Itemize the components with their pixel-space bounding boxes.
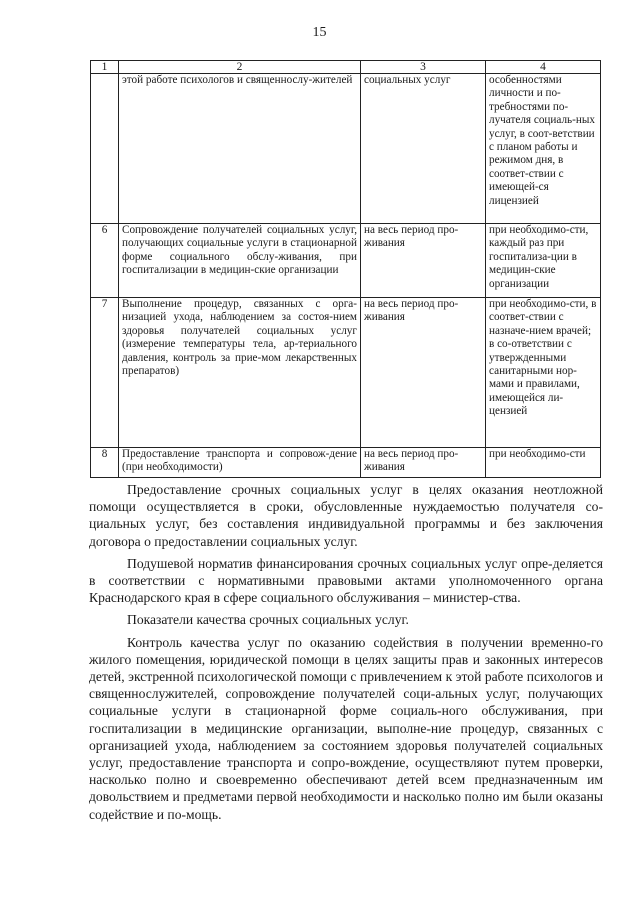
header-cell: 4 bbox=[486, 61, 601, 74]
body-text bbox=[89, 481, 603, 823]
table-header-row bbox=[91, 61, 601, 74]
row-number: 7 bbox=[91, 298, 119, 448]
term-cell: на весь период про-живания bbox=[361, 448, 486, 478]
frequency-cell: особенностями личности и по-требностями по-лучателя социаль-ных услуг, в соот-ветствии с планом работы и режимом дня, в соответ-ствии с имеющей-ся лицензией bbox=[486, 74, 601, 224]
header-cell: 3 bbox=[361, 61, 486, 74]
frequency-cell: при необходимо-сти, в соответ-ствии с назначе-нием врачей; в со-ответствии с утвержденными санитарными нор-мами и правилами, имеющейся ли-цензией bbox=[486, 298, 601, 448]
header-cell: 2 bbox=[119, 61, 361, 74]
table-row bbox=[91, 448, 601, 478]
table-row bbox=[91, 298, 601, 448]
page-number: 15 bbox=[312, 25, 327, 40]
paragraph: Контроль качества услуг по оказанию содействия в получении временно-го жилого помещения, юридической помощи в целях защиты прав и законных интересов детей, экстренной психологической помощи с привлечением к этой работе психологов и священнослужителей, сопровождение получателей соци-альных услуг, получающих социальные услуги в стационарной форме социаль-ного обслуживания, при госпитализации в медицинские организации, выполне-ние процедур, связанных с организацией ухода, наблюдением за состоянием здоровья получателей социальных услуг, предоставление транспорта и сопро-вождение, осуществляют путем проверки, насколько полно и своевременно обеспечивают детей всем предназначенным им довольствием и предметами первой необходимости и насколько полно им были оказаны содействие и по-мощь. bbox=[89, 634, 603, 822]
service-cell: Сопровождение получателей социальных услуг, получающих социальные услуги в стационарной форме социального обслу-живания, при госпитализации в медицин-ские организации bbox=[119, 224, 361, 298]
paragraph: Предоставление срочных социальных услуг в целях оказания неотложной помощи осуществляется в сроки, обусловленные нуждаемостью получателя со-циальных услуг, без составления индивидуальной программы и без заключения договора о предоставлении социальных услуг. bbox=[89, 482, 603, 549]
header-cell: 1 bbox=[91, 61, 119, 74]
table-row bbox=[91, 224, 601, 298]
table-row bbox=[91, 74, 601, 224]
service-cell: Предоставление транспорта и сопровож-дение (при необходимости) bbox=[119, 448, 361, 478]
term-cell: на весь период про-живания bbox=[361, 298, 486, 448]
paragraph: Подушевой норматив финансирования срочных социальных услуг опре-деляется в соответствии с нормативными правовыми актами уполномоченного органа Краснодарского края в сфере социального обслуживания – министер-ства. bbox=[89, 555, 603, 606]
services-table bbox=[90, 60, 601, 478]
term-cell: социальных услуг bbox=[361, 74, 486, 224]
service-cell: Выполнение процедур, связанных с орга-низацией ухода, наблюдением за состоя-нием здоровья получателей социальных услуг (измерение температуры тела, ар-териального давления, контроль за прие-мом лекарственных препаратов) bbox=[119, 298, 361, 448]
frequency-cell: при необходимо-сти bbox=[486, 448, 601, 478]
paragraph: Показатели качества срочных социальных услуг. bbox=[127, 612, 409, 628]
row-number: 6 bbox=[91, 224, 119, 298]
service-cell: этой работе психологов и священнослу-жителей bbox=[119, 74, 361, 224]
row-number bbox=[91, 74, 119, 224]
row-number: 8 bbox=[91, 448, 119, 478]
term-cell: на весь период про-живания bbox=[361, 224, 486, 298]
frequency-cell: при необходимо-сти, каждый раз при госпитализа-ции в медицин-ские организации bbox=[486, 224, 601, 298]
